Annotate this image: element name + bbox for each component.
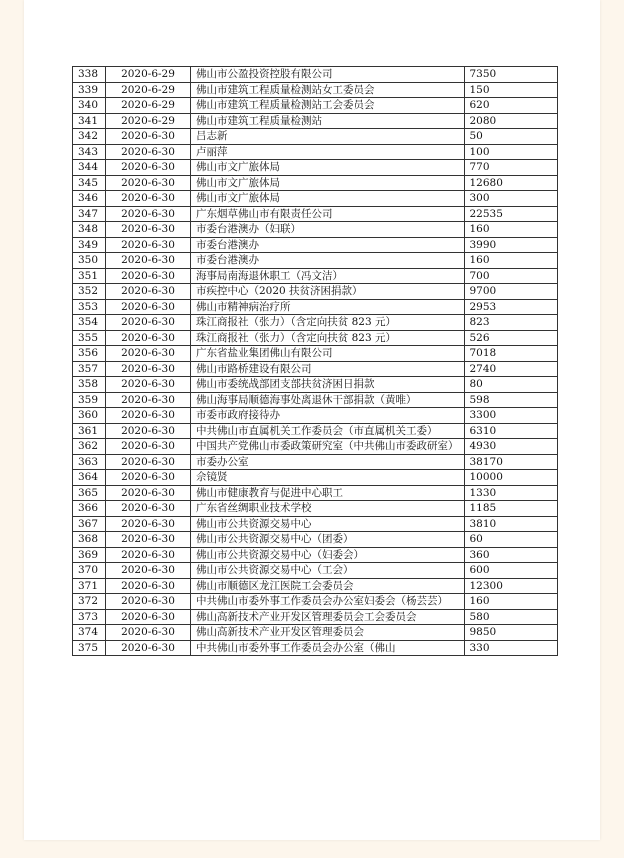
row-number: 368 xyxy=(73,532,106,548)
table-row xyxy=(73,609,558,625)
row-date: 2020-6-30 xyxy=(106,640,191,656)
row-donor: 佛山市路桥建设有限公司 xyxy=(191,361,465,377)
row-donor: 中共佛山市直属机关工作委员会（市直属机关工委） xyxy=(191,423,465,439)
row-amount: 50 xyxy=(464,129,557,145)
row-donor: 海事局南海退休职工（冯文洁） xyxy=(191,268,465,284)
row-donor: 市委办公室 xyxy=(191,454,465,470)
row-date: 2020-6-30 xyxy=(106,408,191,424)
row-amount: 10000 xyxy=(464,470,557,486)
row-amount: 2740 xyxy=(464,361,557,377)
row-amount: 526 xyxy=(464,330,557,346)
row-number: 357 xyxy=(73,361,106,377)
row-number: 359 xyxy=(73,392,106,408)
row-amount: 150 xyxy=(464,82,557,98)
row-donor: 中共佛山市委外事工作委员会办公室（佛山 xyxy=(191,640,465,656)
table-row xyxy=(73,563,558,579)
row-amount: 160 xyxy=(464,253,557,269)
row-donor: 市疾控中心（2020 扶贫济困捐款） xyxy=(191,284,465,300)
row-donor: 佛山市建筑工程质量检测站 xyxy=(191,113,465,129)
row-amount: 12680 xyxy=(464,175,557,191)
row-donor: 佛山市顺德区龙江医院工会委员会 xyxy=(191,578,465,594)
row-date: 2020-6-30 xyxy=(106,346,191,362)
row-date: 2020-6-29 xyxy=(106,67,191,83)
row-date: 2020-6-30 xyxy=(106,129,191,145)
row-amount: 22535 xyxy=(464,206,557,222)
row-number: 338 xyxy=(73,67,106,83)
row-amount: 9700 xyxy=(464,284,557,300)
table-row xyxy=(73,423,558,439)
row-donor: 市委市政府接待办 xyxy=(191,408,465,424)
row-amount: 3810 xyxy=(464,516,557,532)
table-row xyxy=(73,284,558,300)
row-amount: 6310 xyxy=(464,423,557,439)
table-row xyxy=(73,160,558,176)
row-donor: 佛山市健康教育与促进中心职工 xyxy=(191,485,465,501)
table-row xyxy=(73,129,558,145)
table-row xyxy=(73,439,558,455)
row-number: 367 xyxy=(73,516,106,532)
table-row xyxy=(73,144,558,160)
row-date: 2020-6-30 xyxy=(106,609,191,625)
table-row xyxy=(73,408,558,424)
row-number: 341 xyxy=(73,113,106,129)
row-number: 344 xyxy=(73,160,106,176)
row-number: 370 xyxy=(73,563,106,579)
row-date: 2020-6-30 xyxy=(106,625,191,641)
row-number: 369 xyxy=(73,547,106,563)
row-number: 348 xyxy=(73,222,106,238)
row-date: 2020-6-30 xyxy=(106,175,191,191)
row-date: 2020-6-30 xyxy=(106,268,191,284)
row-date: 2020-6-30 xyxy=(106,439,191,455)
row-donor: 佛山市文广旅体局 xyxy=(191,160,465,176)
table-row xyxy=(73,361,558,377)
row-amount: 600 xyxy=(464,563,557,579)
row-date: 2020-6-29 xyxy=(106,113,191,129)
row-donor: 珠江商报社（张力）（含定向扶贫 823 元） xyxy=(191,315,465,331)
row-number: 351 xyxy=(73,268,106,284)
row-date: 2020-6-30 xyxy=(106,222,191,238)
row-donor: 佛山市建筑工程质量检测站工会委员会 xyxy=(191,98,465,114)
row-number: 365 xyxy=(73,485,106,501)
row-number: 372 xyxy=(73,594,106,610)
table-row xyxy=(73,67,558,83)
row-date: 2020-6-30 xyxy=(106,532,191,548)
table-row xyxy=(73,315,558,331)
table-row xyxy=(73,578,558,594)
row-date: 2020-6-30 xyxy=(106,392,191,408)
row-number: 363 xyxy=(73,454,106,470)
row-amount: 160 xyxy=(464,222,557,238)
table-row xyxy=(73,299,558,315)
row-donor: 佘镜贤 xyxy=(191,470,465,486)
row-date: 2020-6-30 xyxy=(106,547,191,563)
row-donor: 吕志新 xyxy=(191,129,465,145)
row-amount: 620 xyxy=(464,98,557,114)
row-amount: 823 xyxy=(464,315,557,331)
row-number: 355 xyxy=(73,330,106,346)
donation-table-body xyxy=(73,67,558,656)
row-amount: 7018 xyxy=(464,346,557,362)
row-date: 2020-6-30 xyxy=(106,361,191,377)
row-amount: 160 xyxy=(464,594,557,610)
row-amount: 580 xyxy=(464,609,557,625)
row-number: 353 xyxy=(73,299,106,315)
row-number: 346 xyxy=(73,191,106,207)
row-donor: 中共佛山市委外事工作委员会办公室妇委会（杨芸芸） xyxy=(191,594,465,610)
row-amount: 9850 xyxy=(464,625,557,641)
row-amount: 2953 xyxy=(464,299,557,315)
row-donor: 珠江商报社（张力）（含定向扶贫 823 元） xyxy=(191,330,465,346)
row-date: 2020-6-30 xyxy=(106,454,191,470)
table-row xyxy=(73,346,558,362)
row-number: 342 xyxy=(73,129,106,145)
row-number: 340 xyxy=(73,98,106,114)
row-amount: 700 xyxy=(464,268,557,284)
row-amount: 12300 xyxy=(464,578,557,594)
row-amount: 3990 xyxy=(464,237,557,253)
row-donor: 市委台港澳办（妇联） xyxy=(191,222,465,238)
row-donor: 佛山市公共资源交易中心（团委） xyxy=(191,532,465,548)
row-donor: 佛山高新技术产业开发区管理委员会 xyxy=(191,625,465,641)
table-row xyxy=(73,113,558,129)
row-number: 364 xyxy=(73,470,106,486)
row-date: 2020-6-30 xyxy=(106,253,191,269)
row-date: 2020-6-30 xyxy=(106,501,191,517)
table-row xyxy=(73,640,558,656)
row-number: 356 xyxy=(73,346,106,362)
table-row xyxy=(73,222,558,238)
row-date: 2020-6-30 xyxy=(106,578,191,594)
row-amount: 360 xyxy=(464,547,557,563)
row-donor: 佛山高新技术产业开发区管理委员会工会委员会 xyxy=(191,609,465,625)
row-amount: 2080 xyxy=(464,113,557,129)
row-donor: 佛山市文广旅体局 xyxy=(191,175,465,191)
row-amount: 598 xyxy=(464,392,557,408)
row-number: 360 xyxy=(73,408,106,424)
row-number: 349 xyxy=(73,237,106,253)
row-number: 352 xyxy=(73,284,106,300)
row-amount: 1185 xyxy=(464,501,557,517)
row-donor: 佛山市委统战部团支部扶贫济困日捐款 xyxy=(191,377,465,393)
row-number: 350 xyxy=(73,253,106,269)
row-number: 345 xyxy=(73,175,106,191)
row-amount: 4930 xyxy=(464,439,557,455)
row-date: 2020-6-30 xyxy=(106,315,191,331)
row-amount: 60 xyxy=(464,532,557,548)
row-number: 371 xyxy=(73,578,106,594)
row-donor: 佛山市公共资源交易中心 xyxy=(191,516,465,532)
table-row xyxy=(73,516,558,532)
row-number: 362 xyxy=(73,439,106,455)
row-donor: 卢丽萍 xyxy=(191,144,465,160)
row-amount: 770 xyxy=(464,160,557,176)
row-number: 354 xyxy=(73,315,106,331)
table-row xyxy=(73,175,558,191)
table-row xyxy=(73,206,558,222)
row-donor: 佛山市公共资源交易中心（工会） xyxy=(191,563,465,579)
row-amount: 300 xyxy=(464,191,557,207)
donation-table xyxy=(72,66,558,656)
row-amount: 1330 xyxy=(464,485,557,501)
row-date: 2020-6-29 xyxy=(106,98,191,114)
table-row xyxy=(73,547,558,563)
row-date: 2020-6-30 xyxy=(106,516,191,532)
row-date: 2020-6-30 xyxy=(106,330,191,346)
table-row xyxy=(73,470,558,486)
row-date: 2020-6-30 xyxy=(106,470,191,486)
row-number: 375 xyxy=(73,640,106,656)
row-date: 2020-6-30 xyxy=(106,563,191,579)
row-date: 2020-6-30 xyxy=(106,160,191,176)
table-row xyxy=(73,377,558,393)
row-number: 366 xyxy=(73,501,106,517)
row-amount: 100 xyxy=(464,144,557,160)
row-date: 2020-6-30 xyxy=(106,423,191,439)
row-date: 2020-6-30 xyxy=(106,299,191,315)
table-row xyxy=(73,253,558,269)
row-donor: 市委台港澳办 xyxy=(191,253,465,269)
row-donor: 市委台港澳办 xyxy=(191,237,465,253)
row-donor: 广东省丝绸职业技术学校 xyxy=(191,501,465,517)
table-row xyxy=(73,98,558,114)
row-donor: 佛山市精神病治疗所 xyxy=(191,299,465,315)
row-amount: 3300 xyxy=(464,408,557,424)
table-row xyxy=(73,82,558,98)
row-amount: 80 xyxy=(464,377,557,393)
row-donor: 广东烟草佛山市有限责任公司 xyxy=(191,206,465,222)
table-row xyxy=(73,330,558,346)
row-date: 2020-6-30 xyxy=(106,284,191,300)
table-row xyxy=(73,237,558,253)
table-row xyxy=(73,268,558,284)
row-number: 343 xyxy=(73,144,106,160)
row-date: 2020-6-30 xyxy=(106,191,191,207)
table-row xyxy=(73,454,558,470)
row-donor: 佛山市公盈投资控股有限公司 xyxy=(191,67,465,83)
row-date: 2020-6-30 xyxy=(106,206,191,222)
row-amount: 38170 xyxy=(464,454,557,470)
table-row xyxy=(73,501,558,517)
row-number: 374 xyxy=(73,625,106,641)
row-amount: 7350 xyxy=(464,67,557,83)
table-row xyxy=(73,392,558,408)
row-number: 361 xyxy=(73,423,106,439)
row-number: 339 xyxy=(73,82,106,98)
row-number: 347 xyxy=(73,206,106,222)
row-date: 2020-6-30 xyxy=(106,594,191,610)
row-date: 2020-6-30 xyxy=(106,485,191,501)
table-row xyxy=(73,594,558,610)
row-date: 2020-6-30 xyxy=(106,377,191,393)
row-donor: 佛山海事局顺德海事处离退休干部捐款（黄唯） xyxy=(191,392,465,408)
row-amount: 330 xyxy=(464,640,557,656)
row-number: 358 xyxy=(73,377,106,393)
row-date: 2020-6-30 xyxy=(106,237,191,253)
row-donor: 佛山市文广旅体局 xyxy=(191,191,465,207)
row-donor: 中国共产党佛山市委政策研究室（中共佛山市委政研室） xyxy=(191,439,465,455)
row-donor: 佛山市公共资源交易中心（妇委会） xyxy=(191,547,465,563)
row-donor: 广东省盐业集团佛山有限公司 xyxy=(191,346,465,362)
row-number: 373 xyxy=(73,609,106,625)
table-row xyxy=(73,625,558,641)
row-donor: 佛山市建筑工程质量检测站女工委员会 xyxy=(191,82,465,98)
row-date: 2020-6-29 xyxy=(106,82,191,98)
row-date: 2020-6-30 xyxy=(106,144,191,160)
table-row xyxy=(73,485,558,501)
table-row xyxy=(73,191,558,207)
table-row xyxy=(73,532,558,548)
